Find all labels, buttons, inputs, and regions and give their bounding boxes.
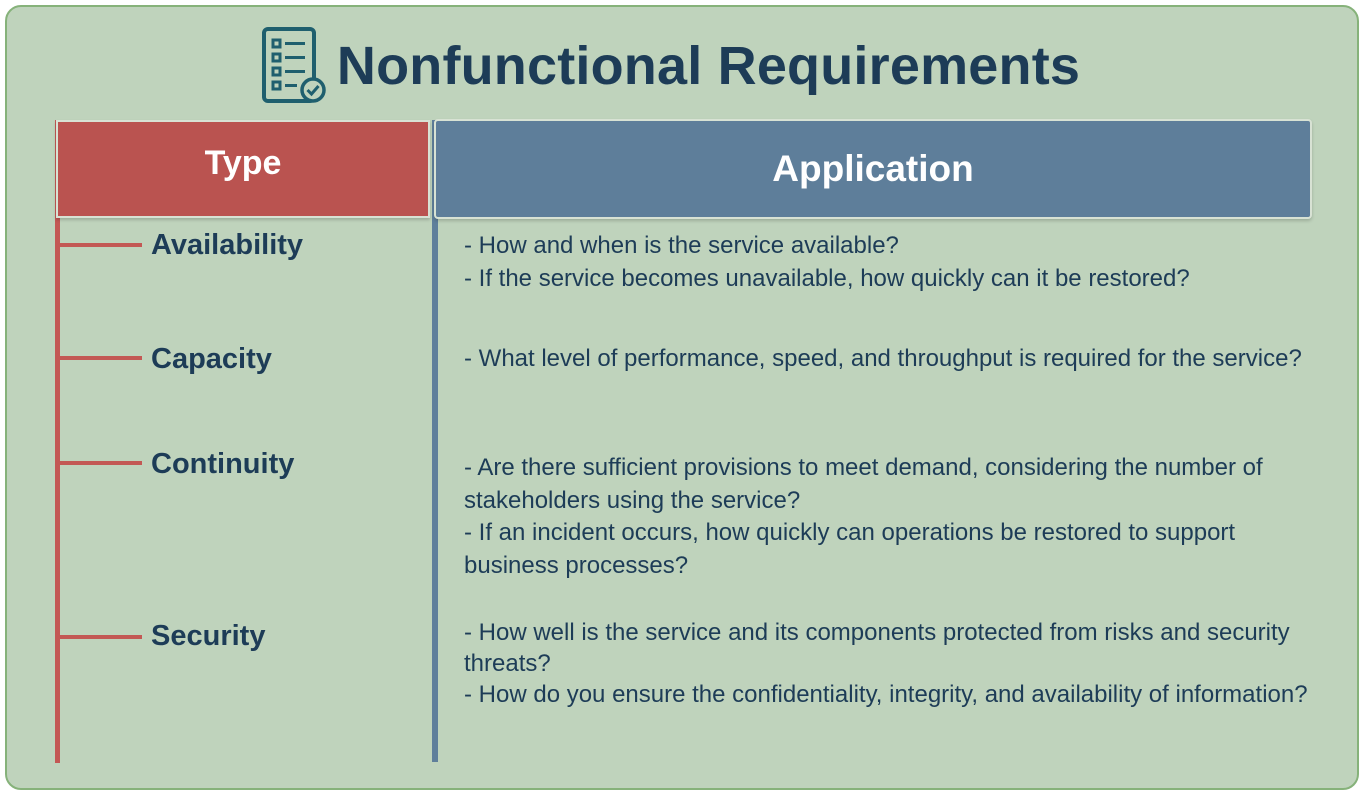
type-label-continuity: Continuity bbox=[151, 448, 295, 480]
application-text-security bbox=[464, 617, 1314, 710]
application-header: Application bbox=[434, 119, 1312, 219]
branch-line bbox=[60, 243, 142, 247]
application-line: - How do you ensure the confidentiality, integrity, and availability of information? bbox=[464, 681, 1308, 708]
application-line: - What level of performance, speed, and throughput is required for the service? bbox=[464, 345, 1302, 372]
type-label-availability: Availability bbox=[151, 229, 304, 261]
checklist-icon bbox=[261, 26, 327, 106]
application-line: - If the service becomes unavailable, how quickly can it be restored? bbox=[464, 264, 1190, 292]
application-line: - How well is the service and its components protected from risks and security threats? bbox=[464, 619, 1290, 677]
application-line: - If an incident occurs, how quickly can operations be restored to support business processes? bbox=[464, 519, 1236, 579]
branch-line bbox=[60, 461, 142, 465]
application-text-availability bbox=[464, 230, 1324, 295]
branch-line bbox=[60, 356, 142, 360]
type-header: Type bbox=[56, 120, 430, 218]
page-title: Nonfunctional Requirements bbox=[336, 36, 1081, 96]
branch-line bbox=[60, 635, 142, 639]
application-text-continuity bbox=[464, 452, 1264, 582]
type-label-security: Security bbox=[151, 620, 266, 652]
application-text-capacity bbox=[464, 343, 1324, 376]
title-bar bbox=[0, 26, 1369, 106]
application-line: - Are there sufficient provisions to meet demand, considering the number of stakeholders using the service? bbox=[464, 454, 1263, 514]
application-line: - How and when is the service available? bbox=[464, 232, 899, 259]
type-label-capacity: Capacity bbox=[151, 343, 272, 375]
